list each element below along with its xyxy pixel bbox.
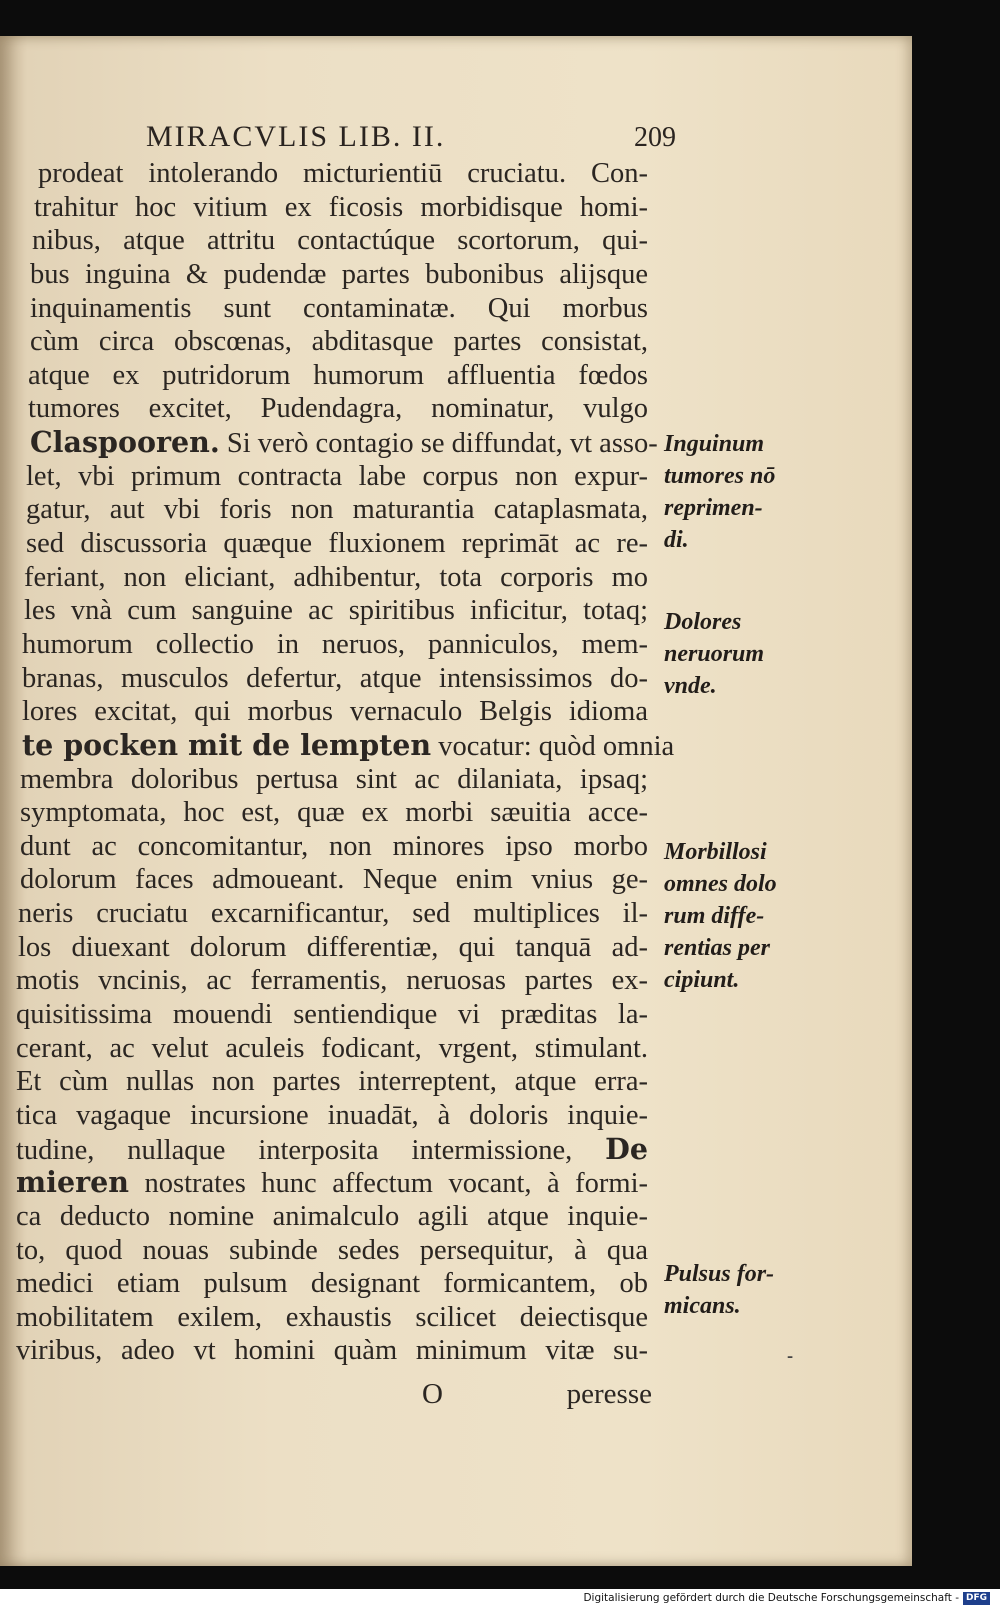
text-line: branas, musculos defertur, atque intensissimos do- xyxy=(22,662,648,694)
text-line: te pocken mit de lempten vocatur: quòd omnia xyxy=(22,727,675,762)
catchword: peresse xyxy=(566,1378,652,1410)
text-line: lores excitat, qui morbus vernaculo Belgis idioma xyxy=(22,696,648,728)
digitization-footer xyxy=(0,1589,1000,1607)
marginal-note-line: omnes dolo xyxy=(664,871,777,897)
text-line: cùm circa obscœnas, abditasque partes consistat, xyxy=(30,326,648,358)
text-line: humorum collectio in neruos, panniculos, mem- xyxy=(22,628,648,660)
dfg-logo: DFG xyxy=(963,1592,990,1605)
text-line: neris cruciatu excarnificantur, sed multiplices il- xyxy=(18,898,648,930)
text-line: membra doloribus pertusa sint ac dilaniata, ipsaq; xyxy=(20,763,648,795)
text-line: to, quod nouas subinde sedes persequitur, à qua xyxy=(16,1234,648,1266)
text-line: Et cùm nullas non partes interreptent, atque erra- xyxy=(16,1066,648,1098)
marginal-note-line: Morbillosi xyxy=(664,839,767,865)
text-line: cerant, ac velut aculeis fodicant, vrgent, stimulant. xyxy=(16,1032,648,1064)
catchword-row xyxy=(0,1378,672,1418)
running-head xyxy=(146,120,676,160)
marginal-note-inguinum xyxy=(664,428,824,556)
text-line: dolorum faces admoueant. Neque enim vnius ge- xyxy=(20,864,648,896)
text-line: tica vagaque incursione inuadāt, à doloris inquie- xyxy=(16,1099,648,1131)
text-line: bus inguina & pudendæ partes bubonibus alijsque xyxy=(30,258,648,290)
marginal-note-line: neruorum xyxy=(664,641,765,667)
page-number: 209 xyxy=(634,122,676,153)
text-line: atque ex putridorum humorum affluentia fœdos xyxy=(28,359,648,391)
marginal-note-line: di. xyxy=(664,527,689,553)
text-line: let, vbi primum contracta labe corpus non expur- xyxy=(26,460,648,492)
text-line: sed discussoria quæque fluxionem reprimāt ac re- xyxy=(26,528,648,560)
text-line: Claspooren. Si verò contagio se diffundat, vt asso- xyxy=(30,425,658,460)
marginal-note-line: Dolores xyxy=(664,609,742,635)
blackletter-vernacular: mieren xyxy=(16,1165,129,1200)
marginal-note-line: rentias per xyxy=(664,935,771,961)
text-line: trahitur hoc vitium ex ficosis morbidisque homi- xyxy=(34,191,648,223)
marginal-note-line: Inguinum xyxy=(664,431,765,457)
text-line: quisitissima mouendi sentiendique vi præditas la- xyxy=(16,999,648,1031)
signature-mark: O xyxy=(422,1378,443,1410)
marginal-note-morbillosi xyxy=(664,836,824,996)
marginal-note-line: vnde. xyxy=(664,673,717,699)
text-line: inquinamentis sunt contaminatæ. Qui morbus xyxy=(30,292,648,324)
text-line: ca deducto nomine animalculo agili atque inquie- xyxy=(16,1200,648,1232)
marginal-note-dolores xyxy=(664,606,824,702)
text-line: mieren nostrates hunc affectum vocant, à formi- xyxy=(16,1165,648,1200)
text-line: dunt ac concomitantur, non minores ipso morbo xyxy=(20,830,648,862)
text-line: symptomata, hoc est, quæ ex morbi sæuitia acce- xyxy=(20,797,648,829)
text-line: viribus, adeo vt homini quàm minimum vitæ su- xyxy=(16,1335,648,1367)
text-line: prodeat intolerando micturientiū cruciatu. Con- xyxy=(38,158,648,189)
marginal-note-pulsus xyxy=(664,1258,824,1322)
text-line: feriant, non eliciant, adhibentur, tota corporis mo xyxy=(24,561,648,593)
text-line: mobilitatem exilem, exhaustis scilicet deiectisque xyxy=(16,1301,648,1333)
marginal-note-line: tumores nō xyxy=(664,463,776,489)
margin-mark: ⁃ xyxy=(786,1350,794,1367)
footer-credit: Digitalisierung gefördert durch die Deutsche Forschungsgemeinschaft - xyxy=(583,1592,959,1604)
marginal-note-line: reprimen- xyxy=(664,495,763,521)
text-line: gatur, aut vbi foris non maturantia cataplasmata, xyxy=(26,494,648,526)
blackletter-vernacular: De xyxy=(605,1131,648,1166)
text-line: les vnà cum sanguine ac spiritibus inficitur, totaq; xyxy=(24,595,648,627)
text-line: los diuexant dolorum differentiæ, qui tanquā ad- xyxy=(18,931,648,963)
body-text xyxy=(0,157,675,1368)
marginal-note-line: Pulsus for- xyxy=(664,1261,775,1287)
text-line: tumores excitet, Pudendagra, nominatur, vulgo xyxy=(28,393,648,425)
marginal-note-line: rum diffe- xyxy=(664,903,765,929)
blackletter-vernacular: Claspooren. xyxy=(30,425,220,460)
marginal-note-line: micans. xyxy=(664,1293,741,1319)
marginal-note-line: cipiunt. xyxy=(664,967,740,993)
text-line: motis vncinis, ac ferramentis, neruosas partes ex- xyxy=(16,965,648,997)
text-line: medici etiam pulsum designant formicantem, ob xyxy=(16,1268,648,1300)
text-line: tudine, nullaque interposita intermissione, De xyxy=(16,1131,648,1166)
running-head-title: MIRACVLIS LIB. II. xyxy=(146,120,446,153)
blackletter-vernacular: te pocken mit de lempten xyxy=(22,727,432,762)
text-line: nibus, atque attritu contactúque scortorum, qui- xyxy=(32,225,648,257)
